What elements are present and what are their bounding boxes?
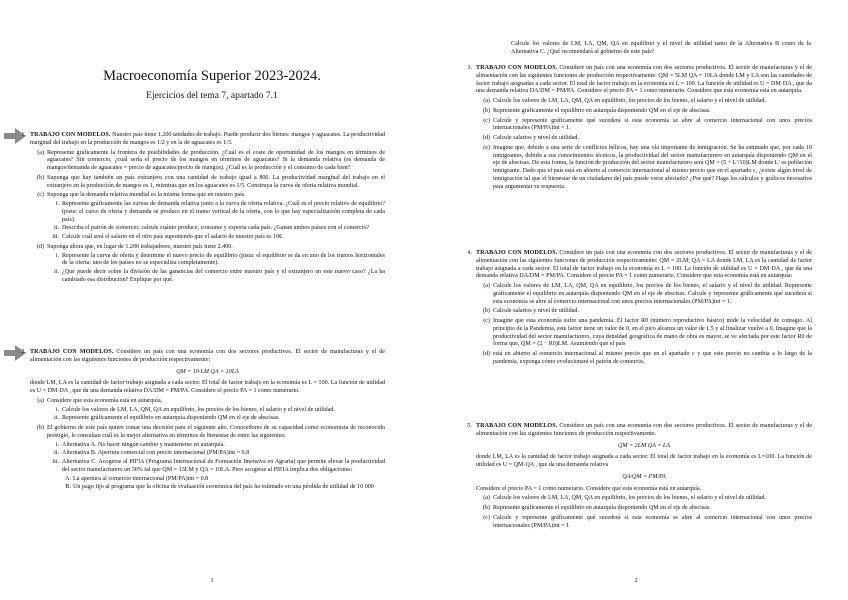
- exercise-5-number: 5.: [467, 423, 472, 429]
- exercise-1-heading: TRABAJO CON MODELOS.: [30, 132, 111, 138]
- exercise-1-number: 1.: [21, 132, 26, 138]
- exercise-2-subitem: ii. Represente gráficamente el equilibrio en autarquía disponiendo QM en el eje de abscisas.: [54, 415, 280, 422]
- exercise-3-item: (e) Imagine que, debido a una serie de conflictos bélicos, hay una ola importante de inmigración. Se ha estimado que, por cada 10 inmigrantes, debido a sus conocimientos técnicos, la productividad del sector manufacturero en autarquía disponiendo QM en el eje de abscisas. De esta forma, la función de producción del sector manufacturero será QM = (5 + L′/10)LM donde L′ es población inmigrante. Dado que el país está en abierto al comercio internacional al mismo precio que en el apartado c, ¿existe algún nivel de inmigración tal que el bienestar de un ciudadano del país puede verse afectado? ¿Por qué? Haga los cálculos y gráficos necesarios para argumentar su respuesta.: [483, 144, 812, 190]
- exercise-5-equation-production: QM = 2LM QA = LA: [618, 442, 670, 449]
- exercise-3-number: 3.: [467, 65, 472, 71]
- exercise-2-text: Considere un país con una economía con dos sectores productivos. El sector de manufacturas y el de alimentación con las siguientes funciones de producción respectivamente:: [30, 349, 386, 363]
- exercise-5-heading: TRABAJO CON MODELOS.: [476, 423, 558, 429]
- exercise-3: [476, 65, 812, 191]
- exercise-1-text: Nuestro país tiene 1.200 unidades de trabajo. Puede producir dos bienes: mangos y aguacates. La productividad marginal del trabajo en la producción de mangos es 1/2 y en la de aguacates es 1/3.: [30, 132, 385, 146]
- exercise-4-number: 4.: [467, 250, 472, 256]
- exercise-2-subitem: i. Alternativa A. No hacer ningún cambio y mantenerse en autarquía.: [55, 441, 225, 448]
- exercise-2-item: (a) Considere que esta economía está en autarquía. i. Calcule los valores de LM, LA, QM, QA en equilibrio, los precios de los bienes, el salario y el nivel de utilidad. ii. Represente gráficamente el equilibrio en autarquía disponiendo QM en el eje de abscisas.: [30, 398, 385, 423]
- exercise-2-subitem: iii. Alternativa C. Acogerse al PIFIA (Programa Internacional de Formación Intensiva en Agraria) que permite elevar la productividad del sector manufacturero un 30% tal que QM = 13LM y QA = 10LA. Pero acogerse al PIFIA implica dos obligaciones: A. La apertura al comercio internacional (PM/PA)int = 0.8 B. Un pago fijo al programa que la oficina de evaluación económica del país ha estimado en una pérdida de utilidad de 10 000: [52, 459, 385, 491]
- exercise-1-subitem: ii. Describa el patrón de comercio; calcule cuánto produce, consume y exporta cada país. ¿Ganan ambos países con el comercio?: [54, 225, 370, 232]
- exercise-2-equation: QM = 10·LM QA = 10LA: [176, 368, 239, 375]
- document-subtitle: Ejercicios del tema 7, apartado 7.1: [146, 91, 278, 101]
- exercise-5-equation-demand: QA/QM = PM/PA: [622, 473, 666, 480]
- exercise-2-subsubitem: A. La apertura al comercio internacional (PM/PA)int = 0.8: [65, 475, 209, 482]
- page-number: 1: [210, 577, 214, 584]
- exercise-3-heading: TRABAJO CON MODELOS.: [476, 65, 558, 71]
- exercise-1-subitem: i. Represente gráficamente las curvas de demanda relativa junto a la curva de oferta relativa. ¿Cuál es el precio relativo de equilibrio? (pista: el curso de oferta y demanda se produce en el tramo vertical de la oferta, con lo que hay especialización completa de cada país).: [55, 201, 385, 223]
- exercise-2-subitem: ii. Alternativa B. Apertura comercial con precio internacional (PM/PA)int = 0.8: [54, 450, 250, 457]
- exercise-1-item: (b) Suponga que hay también un país extranjero con una cantidad de trabajo igual a 800. La productividad marginal del trabajo en el extranjero en la producción de mangos es 1, mientras que en los aguacates es 1/5. Construya la curva de oferta relativa mundial.: [36, 174, 385, 189]
- exercise-3-item: (c) Calcule y represente gráficamente qué sucederá si esta economía se abre al comercio internacional con unos precios internacionales (PM/PA)int = 1.: [483, 117, 812, 132]
- exercise-1-subitem: i. Represente la curva de oferta y determine el nuevo precio de equilibrio (pista: el equilibrio se da en uno de los tramos horizontales de la oferta: uno de los países no se especializa completamente).: [55, 252, 385, 267]
- exercise-1-item: (a) Represente gráficamente la frontera de posibilidades de producción. ¿Cuál es el coste de oportunidad de los mangos en términos de aguacates? Sin comercio, ¿cuál sería el precio de los mangos en términos de aguacates? Si la demanda relativa (es demanda de mangos/demanda de aguacates = precio de aguacates/precio de mangos). ¿Cuál es la producción y el consumo de cada bien?: [37, 149, 385, 171]
- page-number: 2: [634, 577, 638, 584]
- exercise-5-item: (b) Represente gráficamente el equilibrio en autarquía disponiendo QM en el eje de abscisas.: [482, 505, 711, 511]
- exercise-3-item: (d) Calcule salarios y nivel de utilidad.: [482, 135, 579, 141]
- exercise-5-numeraire: Considere el precio PA = 1 como numerario. Considere que esta economía está en autarquía.: [476, 485, 702, 492]
- exercise-2-heading: TRABAJO CON MODELOS.: [30, 349, 114, 355]
- exercise-1-subitem: iii. Calcule cuál será el salario en el otro país suponiendo que el salario de nuestro país es 10€.: [52, 234, 284, 240]
- exercise-4: [476, 250, 812, 367]
- exercise-2-continuation: Calcule los valores de LM, LA, QM, QA en equilibrio y el nivel de utilidad tanto de la Alternativa B como de la Alternativa C. ¿Qué recomendará al gobierno de este país?: [511, 41, 811, 55]
- exercise-4-item: (a) Calcule los valores de LM, LA, QM, QA en equilibrio, los precios de los bienes, el salario y el nivel de utilidad. Represente gráficamente el equilibrio en autarquía disponiendo QM en el eje de abscisas. Calcule y represente gráficamente qué sucederá si esta economía se abre al comercio internacional con unos precios internacionales (PM/PA)int = 1.: [483, 283, 812, 305]
- exercise-4-item: (c) Imagine que esta economía sufre una pandemia. El factor R0 (número reproductivo básico) mide la velocidad de contagio. Al principio de la Pandemia, este factor tiene un valor de 0, en el pico alcanza un valor de 1.5 y al finalizar vuelve a 0. Imagine que la productividad del sector manufacturero, cuya densidad geográfica de mano de obra es mayor, se ve afectada por este factor R0 de forma que, QM = (2 − R0)LM. Asumiendo que el país: [483, 318, 812, 348]
- exercise-4-item: (d) está en abierto al comercio internacional al mismo precio que en el apartado c y que este precio no cambia a lo largo de la pandemia, exponga cómo evolucionará el patrón de comercio.: [482, 351, 812, 365]
- exercise-1-subitem: ii. ¿Qué puede decir sobre la división de las ganancias del comercio entre nuestro país y el extranjero en este nuevo caso? ¿La ha cambiado esa distribución? Explique por qué.: [54, 269, 385, 283]
- exercise-1-item: (d) Suponga ahora que, en lugar de 1.200 trabajadores, nuestro país tiene 2.400. i. Represente la curva de oferta y determine el nuevo precio de equilibrio (pista: el equilibrio se da en uno de los tramos horizontales de la oferta: uno de los países no se especializa completamente). ii. ¿Qué puede decir sobre la división de las ganancias del comercio entre nuestro país y el extranjero en este nuevo caso? ¿La ha cambiado esa distribución? Explique por qué.: [36, 243, 385, 283]
- document-title: Macroeconomía Superior 2023-2024.: [103, 68, 321, 84]
- exercise-3-text: Considere un país con una economía con dos sectores productivos. El sector de manufacturas y el de alimentación con las siguientes funciones de producción respectivamente: QM = 5LM QA = 10LA donde LM y LA son las cantidades de factor trabajo asignadas a cada sector. El total de factor trabajo en la economía es L = 100. La función de utilidad es U = DM·DA , que da una demanda relativa DA/DM = PM/PA. Considere el precio PA = 1 como numerario. Considere que esta economía está en autarquía.: [476, 65, 813, 95]
- exercise-4-item: (b) Calcule salarios y nivel de utilidad.: [482, 308, 579, 315]
- exercise-1: [30, 132, 385, 285]
- exercise-4-text: Considere un país con una economía con dos sectores productivos. El sector de manufacturas y el de alimentación con las siguientes funciones de producción respectivamente: QM = 2LM; QA = LA donde LM, LA es la cantidad de factor trabajo asignada a cada sector. El total de factor trabajo en la economía es L = 100. La función de utilidad es U = DM·DA , que da una demanda relativa DA/DM = PM/PA. Considere el precio PA = 1 como numerario. Considere que esta economía está en autarquía:: [476, 250, 813, 280]
- exercise-3-item: (a) Calcule los valores de LM, LA, QM, QA en equilibrio, los precios de los bienes, el salario y el nivel de utilidad.: [483, 98, 766, 104]
- document-page-2: [424, 0, 848, 600]
- exercise-2: [30, 349, 385, 492]
- exercise-1-item: (c) Suponga que la demanda relativa mundial es la misma forma que en nuestro país. i. Represente gráficamente las curvas de demanda relativa junto a la curva de oferta relativa. ¿Cuál es el precio relativo de equilibrio? (pista: el curso de oferta y demanda se produce en el tramo vertical de la oferta, con lo que hay especialización completa de cada país). ii. Describa el patrón de comercio; calcule cuánto produce, consume y exporta cada país. ¿Ganan ambos países con el comercio? iii. Calcule cuál será el salario en el otro país suponiendo que el salario de nuestro país es 10€.: [37, 192, 385, 240]
- exercise-5-item: (c) Calcule y represente gráficamente qué sucederá si esta economía se abre al comercio internacional con unos precios internacionales (PM/PA)int = 1.: [483, 514, 812, 529]
- exercise-5-item: (a) Calcule los valores de LM, LA, QM, QA en equilibrio, los precios de los bienes, el salario y el nivel de utilidad.: [483, 495, 766, 502]
- exercise-3-item: (b) Represente gráficamente el equilibrio en autarquía disponiendo QM en el eje de abscisas.: [482, 107, 711, 114]
- exercise-5-definitions: donde LM, LA es la cantidad de factor trabajo asignada a cada sector. El total de factor trabajo en la economía es L=100. La función de utilidad es U = QM·QA , que da una demanda relativa: [476, 454, 812, 468]
- exercise-5-text: Considere un país con una economía con dos sectores productivos. El sector de manufacturas y el de alimentación con las siguientes funciones de producción respectivamente.: [476, 423, 813, 437]
- exercise-5: [476, 423, 812, 530]
- exercise-2-item: (b) El gobierno de este país quiere tomar una decisión para el siguiente año. Conocedores de su capacidad como economista de reconocido prestigio, le consultan cuál es la mejor alternativa en términos de bienestar de entre las siguientes: i. Alternativa A. No hacer ningún cambio y mantenerse en autarquía. ii. Alternativa B. Apertura comercial con precio internacional (PM/PA)int = 0.8 iii. Alternativa C. Acogerse al PIFIA (Programa Internacional de Formación Intensiva en Agraria) que permite elevar la productividad del sector manufacturero un 30% tal que QM = 13LM y QA = 10LA. Pero acogerse al PIFIA implica dos obligaciones: A. La apertura al comercio internacional (PM/PA)int = 0.8 B. Un pago fijo al programa que la oficina de evaluación económica del país ha estimado en una pérdida de utilidad de 10 000: [36, 425, 385, 491]
- exercise-2-subsubitem: B. Un pago fijo al programa que la oficina de evaluación económica del país ha estimado en una pérdida de utilidad de 10 000: [65, 484, 374, 491]
- exercise-2-definitions: donde LM, LA es la cantidad de factor trabajo asignada a cada sector. El total de factor trabajo en la economía es L = 100. La función de utilidad es U = DM·DA , que da una demanda relativa DA/DM = PM/PA. Considere el precio PA = 1 como numerario.: [30, 380, 385, 394]
- exercise-2-number: 2.: [21, 349, 26, 355]
- exercise-4-heading: TRABAJO CON MODELOS.: [476, 250, 558, 256]
- exercise-2-subitem: i. Calcule los valores de LM, LA, QM, QA en equilibrio, los precios de los bienes, el salario y el nivel de utilidad.: [55, 406, 335, 413]
